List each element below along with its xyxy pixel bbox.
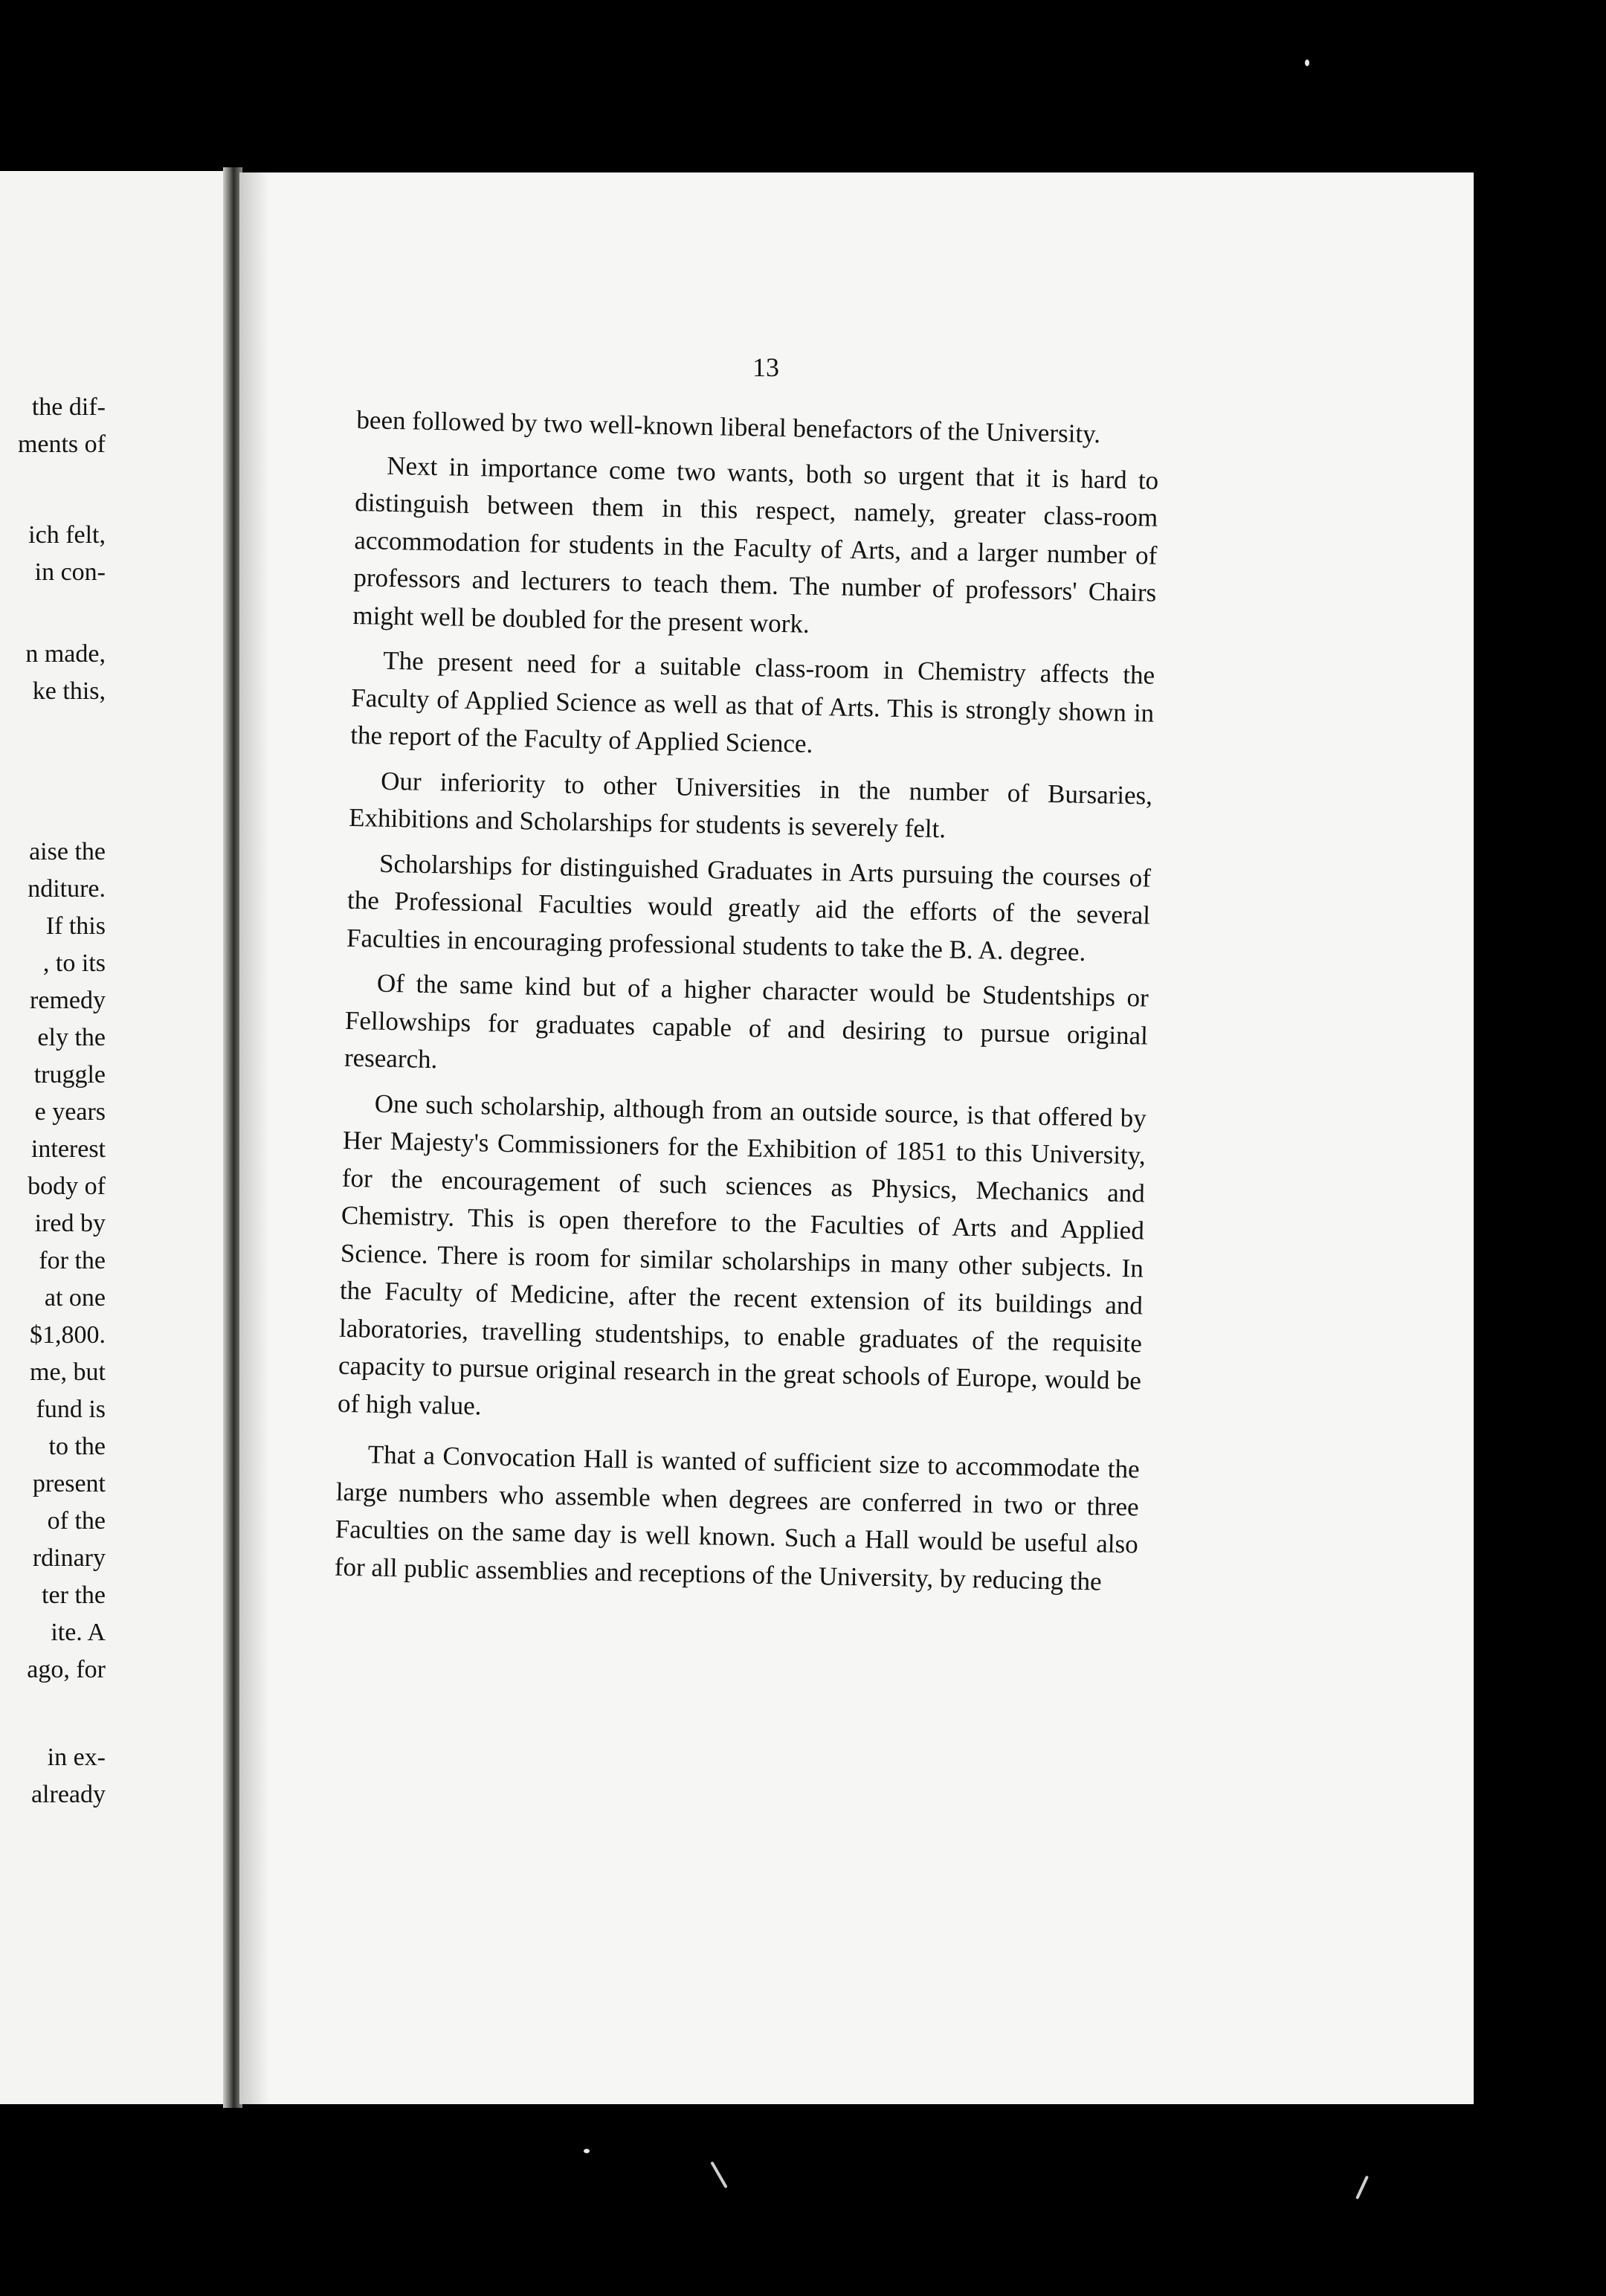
scan-speck	[710, 2161, 727, 2189]
left-page-line: body of	[28, 1173, 106, 1200]
paragraph-exhibition-scholarship: One such scholarship, although from an outside source, is that offered by Her Majesty's Commissioners for the Exhibition of 1851 to this University, for the encouragement of such sciences as Physics, Mechanics and Chemistry. This is open therefore to the Faculties of Arts and Applied Science. There is room for similar scholarships in many other subjects. In the Faculty of Medicine, after the recent extension of its buildings and laboratories, travelling studentships, to enable graduates of the requisite capacity to pursue original research in the great schools of Europe, would be of high value.	[337, 1089, 1147, 1420]
left-page-line: ely the	[37, 1024, 106, 1051]
paragraph-convocation-hall: That a Convocation Hall is wanted of sufficient size to accommodate the large numbers who assemble when degrees are conferred in two or three Faculties on the same day is well known. Such a Hall would be useful also for all public assemblies and receptions of the University, by reducing the	[334, 1439, 1141, 1596]
paragraph-class-room-wants: Next in importance come two wants, both so urgent that it is hard to distinguish between them in this respect, namely, greater class-room accommodation for students in the Faculty of Arts, and a larger number of professors and lecturers to teach them. The number of professors' Chairs might well be doubled for the present work.	[352, 451, 1159, 639]
left-page-line: ke this,	[32, 677, 106, 705]
left-page-line: of the	[47, 1507, 106, 1535]
left-page-line: for the	[39, 1247, 106, 1274]
left-page-line: ago, for	[27, 1656, 106, 1683]
page-shadow	[239, 172, 269, 2104]
left-page-line: ired by	[34, 1210, 106, 1237]
left-page-line: to the	[48, 1433, 106, 1460]
left-page-text	[0, 171, 236, 2104]
left-page-line: me, but	[30, 1358, 106, 1386]
left-page-line: n made,	[25, 640, 106, 668]
left-page-line: e years	[34, 1098, 106, 1126]
page-number: 13	[752, 352, 779, 382]
left-page-line: in con-	[34, 558, 106, 586]
left-page-line: at one	[44, 1284, 106, 1312]
left-page-line: , to its	[42, 949, 106, 977]
paragraph-bursaries: Our inferiority to other Universities in the number of Bursaries, Exhibitions and Scholarships for students is severely felt.	[348, 766, 1153, 844]
paragraph-chemistry-class-room: The present need for a suitable class-room in Chemistry affects the Faculty of Applied Science as well as that of Arts. This is strongly shown in the report of the Faculty of Applied Science.	[350, 645, 1155, 758]
left-page-line: ich felt,	[28, 521, 106, 549]
left-page-line: ter the	[42, 1581, 106, 1609]
left-page-line: ments of	[17, 430, 106, 458]
left-page-line: remedy	[30, 987, 106, 1014]
left-page-line: in ex-	[47, 1744, 106, 1771]
left-page-line: fund is	[36, 1396, 106, 1423]
scan-speck	[584, 2149, 590, 2153]
left-page-line: nditure.	[28, 875, 106, 903]
paragraph-graduate-scholarships: Scholarships for distinguished Graduates in Arts pursuing the courses of the Professional Faculties would greatly aid the efforts of the several Faculties in encouraging professional students to take the B. A. degree.	[346, 848, 1152, 967]
left-page-line: aise the	[29, 838, 106, 865]
left-page-line: present	[32, 1470, 106, 1497]
left-page-line: truggle	[33, 1061, 106, 1089]
left-page-line: interest	[30, 1135, 106, 1163]
left-page-line: If this	[45, 912, 106, 940]
scan-speck	[1355, 2176, 1369, 2200]
left-page-line: the dif-	[31, 393, 106, 421]
scan-speck	[1305, 59, 1309, 66]
left-page-line: already	[30, 1781, 106, 1808]
paragraph-fellowships: Of the same kind but of a higher character would be Studentships or Fellowships for graduates capable of and desiring to pursue original research.	[344, 968, 1149, 1074]
left-page-line: ite. A	[51, 1619, 106, 1646]
left-page-line: $1,800.	[30, 1321, 106, 1349]
page-body-text	[334, 402, 1160, 1608]
left-page-fragment	[0, 171, 236, 2104]
left-page-line: rdinary	[32, 1544, 106, 1572]
paragraph-continuation: been followed by two well-known liberal benefactors of the University.	[356, 404, 1101, 449]
